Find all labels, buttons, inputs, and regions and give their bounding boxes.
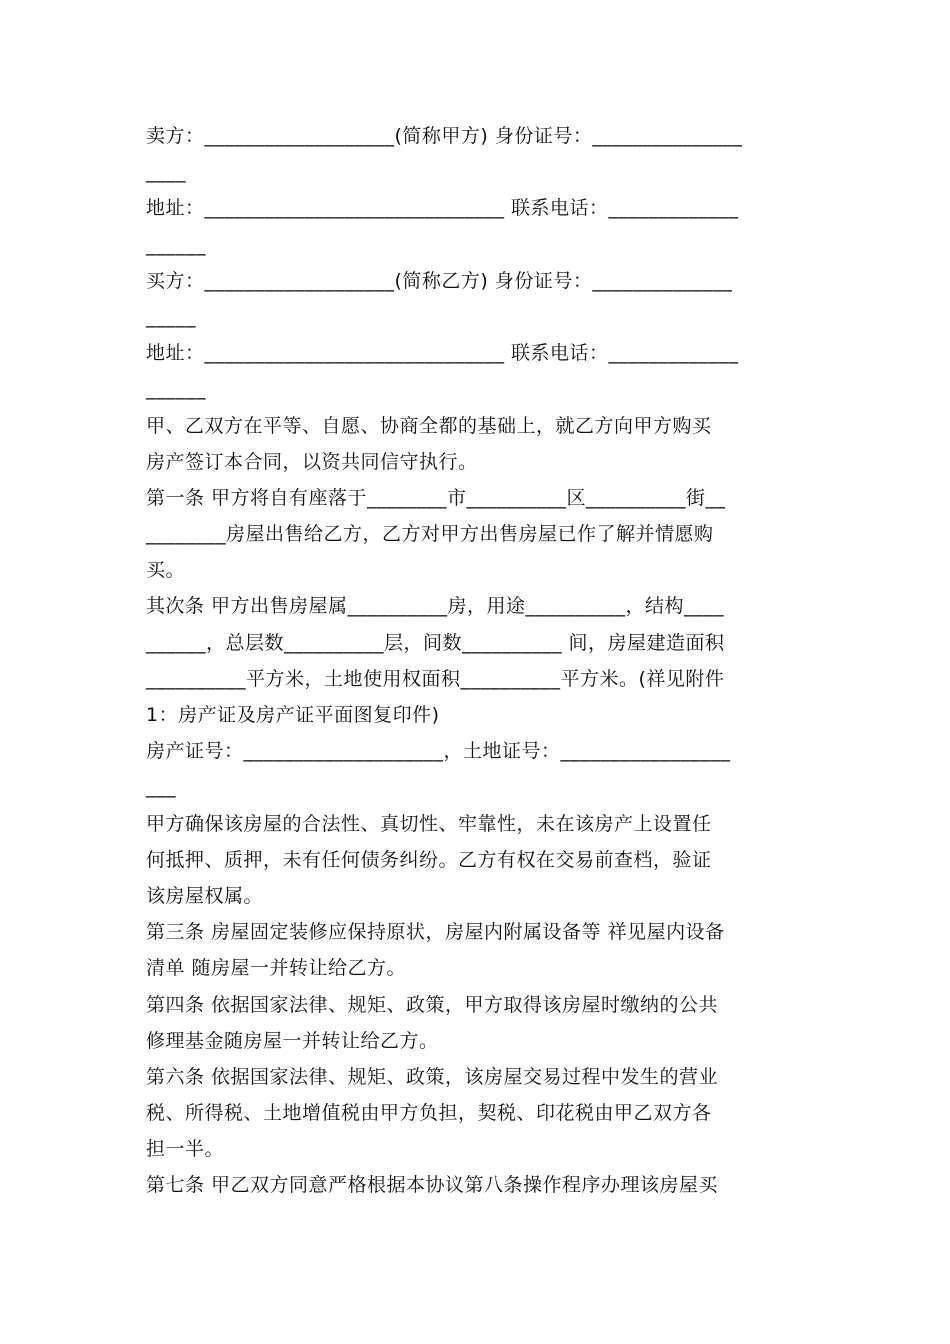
article-6-line: 担一半。 — [146, 1138, 225, 1161]
article-4-line: 第四条 依据国家法律、规矩、政策，甲方取得该房屋时缴纳的公共 — [146, 993, 719, 1016]
article-1-line: ________房屋出售给乙方，乙方对甲方出售房屋已作了解并情愿购 — [146, 523, 714, 546]
buyer-line-cont: _____ — [146, 305, 196, 328]
guarantee-line: 该房屋权属。 — [146, 884, 264, 907]
article-3-line: 清单 随房屋一并转让给乙方。 — [146, 957, 407, 980]
article-2-line: 1：房产证及房产证平面图复印件) — [146, 704, 440, 726]
article-6-line: 第六条 依据国家法律、规矩、政策，该房屋交易过程中发生的营业 — [146, 1065, 719, 1088]
guarantee-line: 甲方确保该房屋的合法性、真切性、牢靠性，未在该房产上设置任 — [146, 812, 712, 835]
article-2-line: ______，总层数__________层，间数__________ 间，房屋建造面积 — [146, 631, 725, 654]
seller-line-cont: ____ — [146, 161, 186, 184]
article-2-line: 其次条 甲方出售房屋属__________房，用途__________，结构____ — [146, 595, 725, 618]
article-1-line: 第一条 甲方将自有座落于________市__________区__________街__ — [146, 486, 726, 509]
guarantee-line: 何抵押、质押，未有任何债务纠纷。乙方有权在交易前查档，验证 — [146, 848, 712, 871]
buyer-line: 买方：___________________(简称乙方) 身份证号：______________ — [146, 269, 733, 292]
seller-address-line: 地址：______________________________ 联系电话：_____________ — [146, 197, 739, 220]
article-7-line: 第七条 甲乙双方同意严格根据本协议第八条操作程序办理该房屋买 — [146, 1174, 719, 1197]
article-2-line: __________平方米，土地使用权面积__________平方米。(祥见附件 — [146, 667, 725, 690]
preamble-line: 房产签订本合同，以资共同信守执行。 — [146, 450, 478, 473]
article-1-line: 买。 — [146, 559, 186, 582]
contract-body — [146, 118, 808, 1204]
article-3-line: 第三条 房屋固定装修应保持原状，房屋内附属设备等 祥见屋内设备 — [146, 921, 725, 944]
article-6-line: 税、所得税、土地增值税由甲方负担，契税、印花税由甲乙双方各 — [146, 1102, 712, 1125]
seller-address-line-cont: ______ — [146, 233, 206, 256]
seller-line: 卖方：___________________(简称甲方) 身份证号：_______________ — [146, 125, 743, 147]
certificate-line: 房产证号：____________________，土地证号：_________________ — [146, 740, 731, 763]
article-4-line: 修理基金随房屋一并转让给乙方。 — [146, 1029, 439, 1052]
certificate-line-cont: ___ — [146, 776, 176, 799]
buyer-address-line: 地址：______________________________ 联系电话：_____________ — [146, 342, 739, 365]
buyer-address-line-cont: ______ — [146, 378, 206, 401]
preamble-line: 甲、乙双方在平等、自愿、协商全都的基础上，就乙方向甲方购买 — [146, 414, 712, 437]
